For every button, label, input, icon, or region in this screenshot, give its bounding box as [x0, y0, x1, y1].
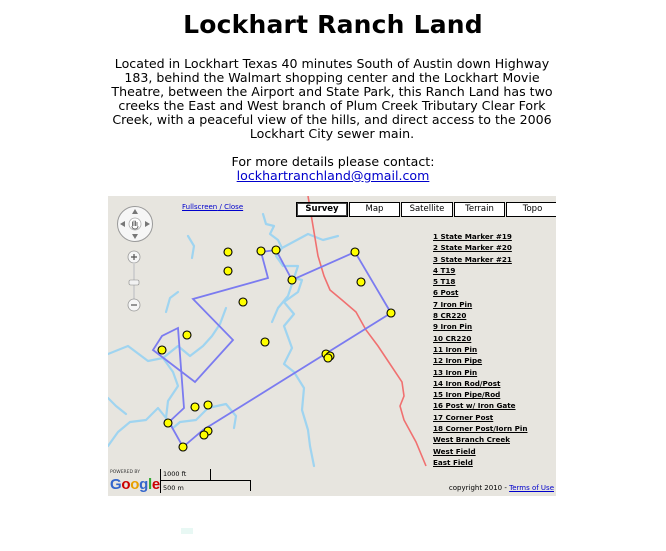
scale-bar [160, 468, 255, 494]
map-type-topo[interactable]: Topo [506, 202, 556, 217]
legend-item[interactable]: 2 State Marker #20 [433, 243, 512, 253]
survey-marker-icon[interactable] [324, 354, 332, 362]
property-description: Located in Lockhart Texas 40 minutes South of Austin down Highway 183, behind the Walmart shopping center and the Lockhart Movie Theatre, between the Airport and State Park, this Ranch Land has two creeks the East and West branch of Plum Creek Tributary Clear Fork Creek, with a peaceful view of the hills, and direct access to the 2006 Lockhart City sewer main. [111, 56, 553, 141]
legend-item[interactable]: 16 Post w/ Iron Gate [433, 401, 516, 411]
legend-item[interactable]: East Field [433, 457, 473, 467]
legend-item[interactable]: 14 Iron Rod/Post [433, 378, 501, 388]
map-copyright [449, 484, 554, 492]
map-type-survey[interactable]: Survey [296, 202, 348, 217]
legend-item[interactable]: 9 Iron Pin [433, 322, 473, 332]
survey-marker-icon[interactable] [261, 338, 269, 346]
terms-of-use-link[interactable]: Terms of Use [509, 484, 554, 492]
map-type-bar [296, 202, 556, 216]
legend-item[interactable]: 8 CR220 [433, 311, 467, 321]
scale-ft-label: 1000 ft [163, 470, 187, 478]
legend-item[interactable]: 10 CR220 [433, 333, 472, 343]
legend-item[interactable]: 18 Corner Post/Iorn Pin [433, 424, 528, 434]
survey-marker-icon[interactable] [224, 267, 232, 275]
legend-item[interactable]: 1 State Marker #19 [433, 232, 512, 241]
legend-item[interactable]: 11 Iron Pin [433, 344, 478, 354]
legend-item[interactable]: 13 Iron Pin [433, 367, 478, 377]
google-logo: Google [110, 476, 160, 493]
survey-marker-icon[interactable] [224, 248, 232, 256]
powered-by-label: POWERED BY [110, 470, 141, 475]
survey-marker-icon[interactable] [357, 278, 365, 286]
contact-block [0, 155, 666, 183]
close-link[interactable]: Close [224, 203, 244, 211]
map-type-map[interactable]: Map [349, 202, 400, 217]
legend-item[interactable]: 7 Iron Pin [433, 299, 473, 309]
survey-marker-icon[interactable] [288, 276, 296, 284]
scale-m-label: 500 m [163, 484, 184, 492]
legend-item[interactable]: 12 Iron Pipe [433, 356, 483, 366]
zoom-slider-handle [129, 280, 139, 285]
marker-legend [433, 231, 527, 468]
legend-item[interactable]: West Field [433, 446, 476, 456]
link-separator: / [217, 203, 225, 211]
survey-marker-icon[interactable] [183, 331, 191, 339]
legend-item[interactable]: 6 Post [433, 288, 459, 298]
survey-marker-icon[interactable] [239, 298, 247, 306]
survey-marker-icon[interactable] [351, 248, 359, 256]
survey-marker-icon[interactable] [200, 431, 208, 439]
survey-marker-icon[interactable] [272, 246, 280, 254]
survey-marker-icon[interactable] [179, 443, 187, 451]
survey-marker-icon[interactable] [204, 401, 212, 409]
map-type-terrain[interactable]: Terrain [454, 202, 505, 217]
zoom-control[interactable] [127, 250, 141, 314]
legend-item[interactable]: West Branch Creek [433, 435, 510, 445]
map-type-satellite[interactable]: Satellite [401, 202, 453, 217]
survey-marker-icon[interactable] [164, 419, 172, 427]
legend-item[interactable]: 3 State Marker #21 [433, 254, 512, 264]
legend-item[interactable]: 15 Iron Pipe/Rod [433, 390, 501, 400]
survey-marker-icon[interactable] [158, 346, 166, 354]
legend-item[interactable]: 4 T19 [433, 265, 456, 275]
fullscreen-close-links [182, 203, 243, 211]
legend-item[interactable]: 17 Corner Post [433, 412, 494, 422]
survey-marker-icon[interactable] [191, 403, 199, 411]
page-title: Lockhart Ranch Land [183, 10, 483, 39]
fullscreen-link[interactable]: Fullscreen [182, 203, 218, 211]
pan-control-icon[interactable] [116, 205, 154, 243]
contact-email-link[interactable]: lockhartranchland@gmail.com [236, 168, 430, 183]
page-artifact [181, 528, 193, 534]
map-view[interactable] [108, 196, 556, 496]
copyright-text: copyright 2010 - [448, 484, 510, 492]
legend-item[interactable]: 5 T18 [433, 277, 456, 287]
survey-marker-icon[interactable] [387, 309, 395, 317]
survey-marker-icon[interactable] [257, 247, 265, 255]
contact-text: For more details please contact: [231, 154, 435, 169]
